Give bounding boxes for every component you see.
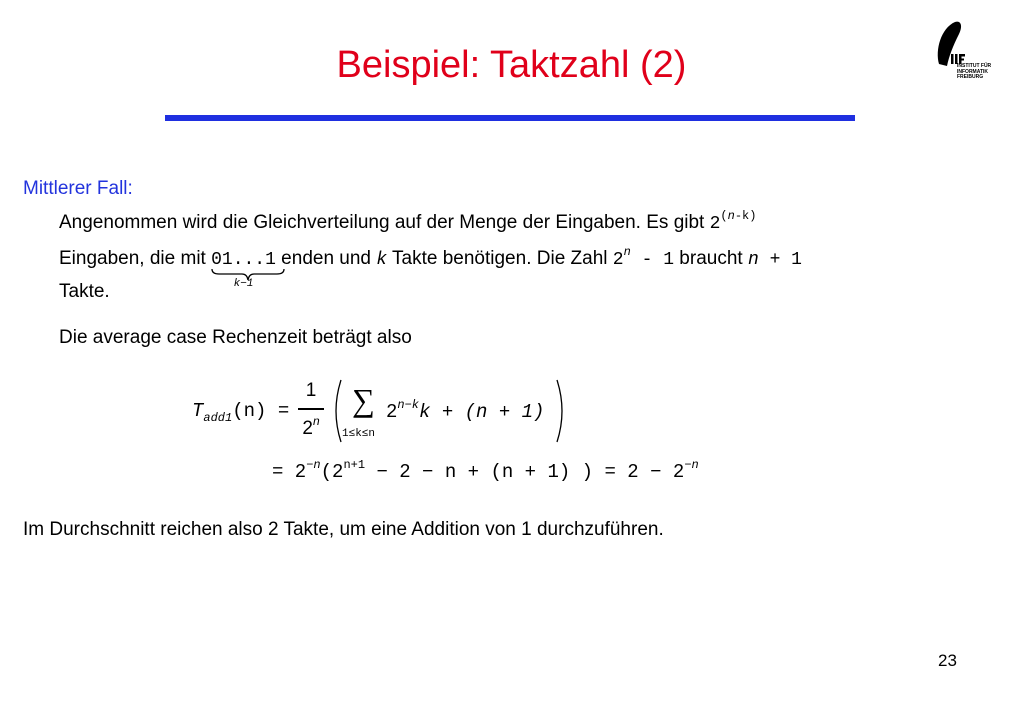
- logo-text: INSTITUT FÜR INFORMATIK FREIBURG: [957, 63, 992, 80]
- formula-lhs: $T_{add1}(n)$ =: [192, 400, 290, 425]
- conclusion-text: Im Durchschnitt reichen also 2 Takte, um eine Addition von 1 durchzuführen.: [23, 519, 664, 540]
- right-paren-icon: [554, 378, 570, 444]
- institute-logo: [933, 20, 997, 82]
- underbrace-label: k−1: [233, 278, 254, 290]
- title-underline: [165, 115, 855, 121]
- paragraph-line-3: Takte.: [59, 281, 110, 302]
- sum-term: $2^{n-k}k + (n + 1)$: [386, 398, 545, 423]
- slide-title: Beispiel: Taktzahl (2): [336, 44, 687, 86]
- fraction-numerator: 1: [305, 380, 317, 401]
- section-heading: Mittlerer Fall:: [23, 178, 133, 199]
- average-case-formula: [180, 372, 740, 492]
- formula-line-2: = $2^{-n}(2^{n+1} - 2 - n + (n + 1)$ ) = $2 - 2^{-n}$: [272, 458, 699, 483]
- paragraph-line-2: Eingaben, die mit 01...1 k−1 enden und k Takte benötigen. Die Zahl 2$^n$ - 1 braucht n + 1: [59, 245, 802, 290]
- paragraph-line-1: Angenommen wird die Gleichverteilung auf der Menge der Eingaben. Es gibt 2$^{(n-k)}$: [59, 209, 757, 234]
- average-case-line: Die average case Rechenzeit beträgt also: [59, 327, 412, 348]
- sum-subscript: 1≤k≤n: [342, 428, 376, 440]
- fraction-bar: [298, 408, 324, 410]
- code-with-underbrace: 01...1 k−1: [211, 248, 276, 270]
- sum-symbol: ∑: [352, 382, 375, 418]
- page-number: 23: [938, 651, 957, 670]
- fraction-denominator: 2$^n$: [302, 414, 320, 439]
